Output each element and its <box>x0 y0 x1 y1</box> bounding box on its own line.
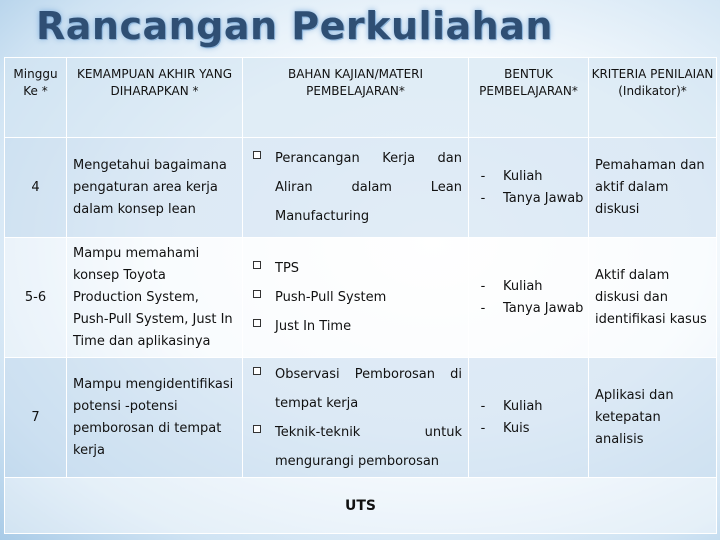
course-plan-table <box>4 57 717 534</box>
criteria-cell: Aktif dalam diskusi dan identifikasi kasus <box>589 238 717 358</box>
form-item: - Kuliah <box>469 396 588 418</box>
material-item: Push-Pull System <box>243 283 462 312</box>
form-item: - Kuliah <box>469 276 588 298</box>
criteria-cell: Aplikasi dan ketepatan analisis <box>589 358 717 478</box>
week-cell: 7 <box>5 358 67 478</box>
dash-mark: - <box>480 398 486 414</box>
form-item: - Tanya Jawab <box>469 298 588 320</box>
material-item: Observasi Pemborosan di tempat kerja <box>243 360 462 418</box>
form-item: - Tanya Jawab <box>469 188 588 210</box>
header-minggu: Minggu Ke * <box>5 58 67 138</box>
header-bahan: BAHAN KAJIAN/MATERI PEMBELAJARAN* <box>243 58 469 138</box>
header-bentuk: BENTUK PEMBELAJARAN* <box>469 58 589 138</box>
uts-label: UTS <box>5 478 717 534</box>
dash-mark: - <box>480 168 486 184</box>
material-cell <box>243 138 469 238</box>
material-item: Teknik-teknik untuk mengurangi pemborosan <box>243 418 462 476</box>
dash-mark: - <box>480 420 486 436</box>
slide-title: Rancangan Perkuliahan <box>36 4 553 48</box>
form-cell <box>469 238 589 358</box>
dash-mark: - <box>480 190 486 206</box>
header-kriteria: KRITERIA PENILAIAN (Indikator)* <box>589 58 717 138</box>
table-row <box>5 138 717 238</box>
form-item: - Kuis <box>469 418 588 440</box>
form-item: - Kuliah <box>469 166 588 188</box>
material-cell <box>243 358 469 478</box>
form-cell <box>469 358 589 478</box>
header-kemampuan: KEMAMPUAN AKHIR YANG DIHARAPKAN * <box>67 58 243 138</box>
ability-cell: Mampu memahami konsep Toyota Production System, Push-Pull System, Just In Time dan aplikasinya <box>67 238 243 358</box>
dash-mark: - <box>480 278 486 294</box>
criteria-cell: Pemahaman dan aktif dalam diskusi <box>589 138 717 238</box>
header-row <box>5 58 717 138</box>
material-item: Just In Time <box>243 312 462 341</box>
material-item: TPS <box>243 254 462 283</box>
dash-mark: - <box>480 300 486 316</box>
form-cell <box>469 138 589 238</box>
table-row <box>5 358 717 478</box>
uts-row <box>5 478 717 534</box>
ability-cell: Mampu mengidentifikasi potensi -potensi pemborosan di tempat kerja <box>67 358 243 478</box>
material-item: Perancangan Kerja dan Aliran dalam Lean Manufacturing <box>243 144 462 231</box>
material-cell <box>243 238 469 358</box>
week-cell: 4 <box>5 138 67 238</box>
ability-cell: Mengetahui bagaimana pengaturan area kerja dalam konsep lean <box>67 138 243 238</box>
table-row <box>5 238 717 358</box>
week-cell: 5-6 <box>5 238 67 358</box>
